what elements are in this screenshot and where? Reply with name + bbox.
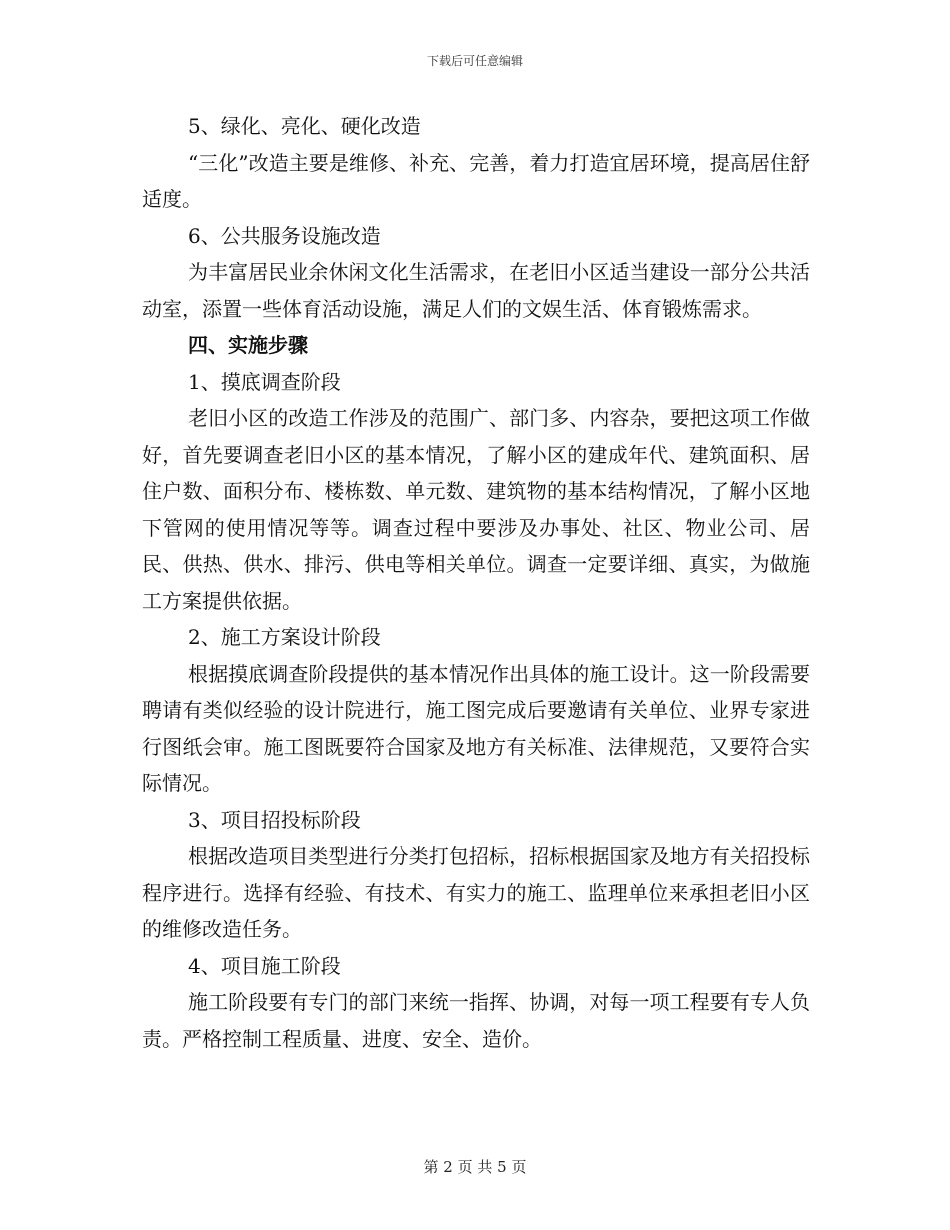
paragraph-three-improvements: “三化”改造主要是维修、补充、完善，着力打造宜居环境，提高居住舒适度。 bbox=[142, 150, 810, 211]
page-header: 下载后可任意编辑 bbox=[426, 54, 523, 68]
document-body bbox=[142, 108, 810, 1057]
heading-design-stage: 2、施工方案设计阶段 bbox=[188, 625, 381, 649]
heading-construction-stage: 4、项目施工阶段 bbox=[188, 953, 341, 978]
paragraph-public-facilities: 为丰富居民业余休闲文化生活需求，在老旧小区适当建设一部分公共活动室，添置一些体育活动设施，满足人们的文娱生活、体育锻炼需求。 bbox=[142, 260, 810, 321]
heading-survey-stage: 1、摸底调查阶段 bbox=[188, 369, 341, 394]
page-number: 第 2 页 共 5 页 bbox=[423, 1158, 527, 1176]
heading-bidding-stage: 3、项目招投标阶段 bbox=[188, 807, 361, 832]
paragraph-construction-stage: 施工阶段要有专门的部门来统一指挥、协调，对每一项工程要有专人负责。严格控制工程质量、进度、安全、造价。 bbox=[142, 990, 810, 1051]
heading-greening-lighting: 5、绿化、亮化、硬化改造 bbox=[188, 114, 421, 138]
paragraph-survey-stage: 老旧小区的改造工作涉及的范围广、部门多、内容杂，要把这项工作做好，首先要调查老旧小区的基本情况，了解小区的建成年代、建筑面积、居住户数、面积分布、楼栋数、单元数、建筑物的基本结构情况，了解小区地下管网的使用情况等等。调查过程中要涉及办事处、社区、物业公司、居民、供热、供水、排污、供电等相关单位。调查一定要详细、真实，为做施工方案提供依据。 bbox=[142, 406, 810, 613]
heading-public-facilities: 6、公共服务设施改造 bbox=[188, 223, 381, 248]
paragraph-design-stage: 根据摸底调查阶段提供的基本情况作出具体的施工设计。这一阶段需要聘请有类似经验的设计院进行，施工图完成后要邀请有关单位、业界专家进行图纸会审。施工图既要符合国家及地方有关标准、法律规范，又要符合实际情况。 bbox=[142, 661, 810, 795]
paragraph-bidding-stage: 根据改造项目类型进行分类打包招标，招标根据国家及地方有关招投标程序进行。选择有经验、有技术、有实力的施工、监理单位来承担老旧小区的维修改造任务。 bbox=[142, 844, 810, 941]
section-heading-implementation-steps: 四、实施步骤 bbox=[188, 333, 308, 357]
